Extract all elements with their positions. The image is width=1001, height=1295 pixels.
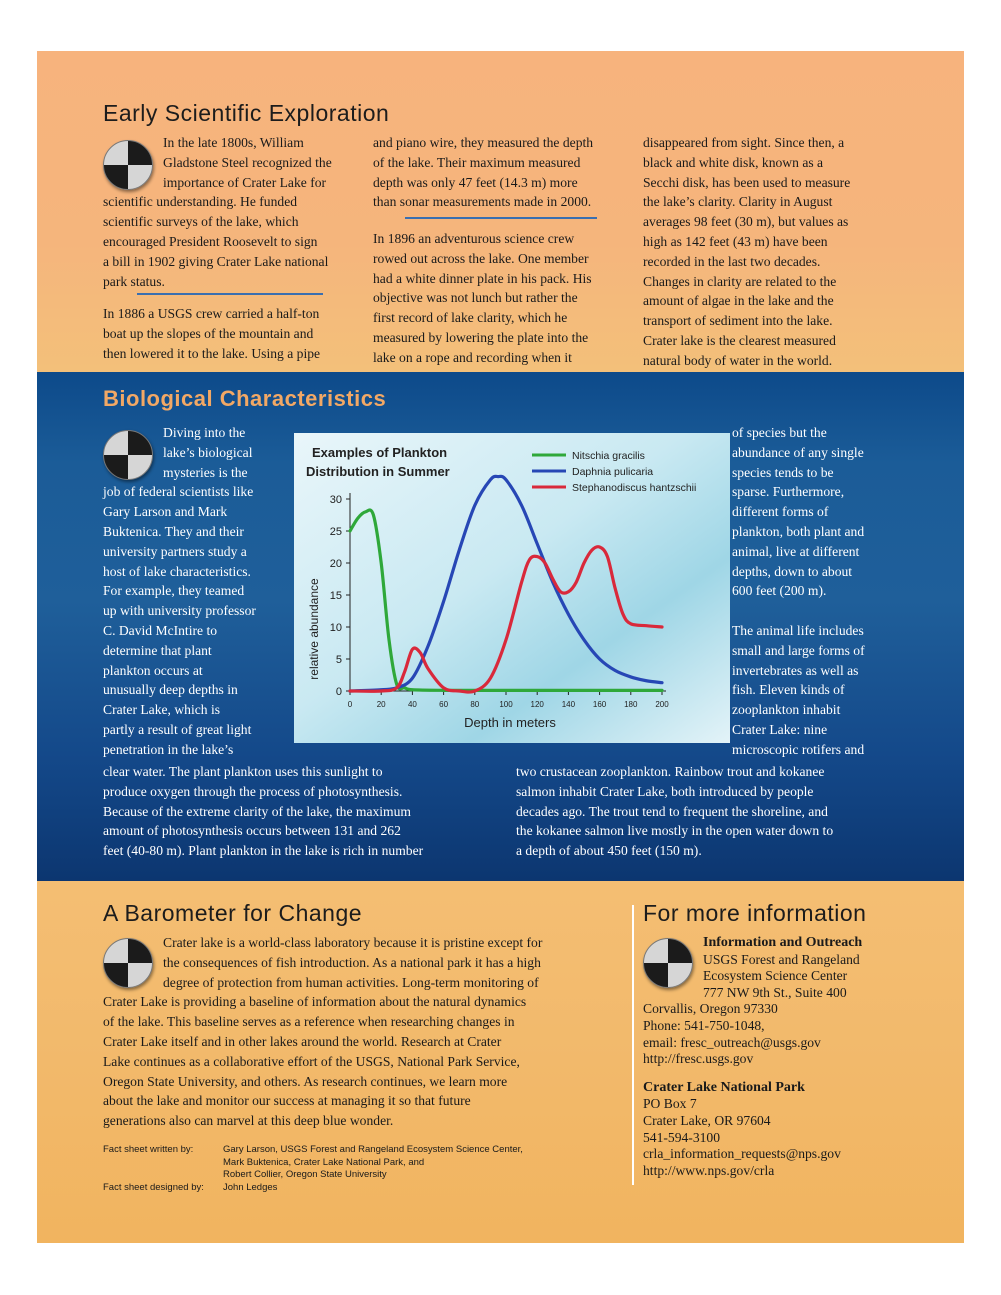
text-line: then lowered it to the lake. Using a pipe (103, 345, 321, 361)
more-info-heading: For more information (643, 900, 867, 926)
text-line: two crustacean zooplankton. Rainbow trout and kokanee (516, 764, 825, 779)
text-line: of species but the (732, 425, 827, 440)
text-line: up with university professor (103, 603, 256, 619)
credits-written-line: Robert Collier, Oregon State University (223, 1169, 387, 1180)
text-line: Gary Larson and Mark (103, 504, 228, 520)
text-line: first record of lake clarity, which he (373, 310, 568, 326)
spacer (643, 1068, 943, 1080)
text-line: natural body of water in the world. (643, 352, 833, 368)
chart-background (294, 433, 730, 743)
text-line: lake’s biological (163, 444, 253, 460)
credits-written-line: Mark Buktenica, Crater Lake National Park, and (223, 1156, 425, 1168)
text-line: Lake continues as a collaborative effort of the USGS, National Park Service, (103, 1053, 520, 1069)
chart-x-tick-label: 40 (407, 700, 417, 709)
org1-name: Information and Outreach (703, 935, 863, 950)
credits (103, 1144, 623, 1199)
barometer-text (103, 933, 623, 1131)
early-heading: Early Scientific Exploration (103, 100, 390, 126)
text-line: scientific surveys of the lake, which (103, 214, 299, 230)
text-line: university partners study a (103, 543, 247, 559)
text-line: C. David McIntire to (103, 622, 218, 638)
text-line: 600 feet (200 m). (732, 583, 827, 599)
early-col1b (103, 304, 363, 363)
text-line: salmon inhabit Crater Lake, both introduced by people (516, 783, 814, 799)
chart-title-line: Distribution in Summer (306, 464, 450, 479)
bio-right-text (732, 423, 912, 760)
org2-line: Crater Lake, OR 97604 (643, 1112, 771, 1128)
chart-legend-label: Stephanodiscus hantzschii (572, 482, 697, 494)
text-line: host of lake characteristics. (103, 563, 251, 579)
chart-x-tick-label: 100 (499, 700, 513, 709)
chart-x-tick-label: 200 (655, 700, 669, 709)
divider-rule (137, 293, 323, 295)
text-line: invertebrates as well as (732, 662, 859, 678)
text-line: determine that plant (103, 642, 212, 658)
chart-y-axis-label: relative abundance (307, 578, 321, 680)
text-line: unusually deep depths in (103, 682, 238, 698)
text-line: measured by lowering the plate into the (373, 329, 589, 345)
text-line: Crater lake is a world-class laboratory because it is pristine except for (163, 935, 543, 950)
chart-legend-label: Nitschia gracilis (572, 450, 645, 462)
text-line: Buktenica. They and their (103, 523, 244, 539)
text-line: park status. (103, 273, 165, 289)
org2-line: 541-594-3100 (643, 1129, 721, 1145)
text-line: Crater Lake itself and in other lakes around the world. Research at Crater (103, 1033, 502, 1049)
bio-bottom-right-text (516, 762, 916, 861)
text-line: boat up the slopes of the mountain and (103, 325, 314, 341)
text-line: Crater Lake: nine (732, 721, 828, 737)
text-line: averages 98 feet (30 m), but values as (643, 214, 849, 230)
chart-x-axis-label: Depth in meters (464, 715, 556, 730)
text-line: recorded in the last two decades. (643, 253, 821, 269)
text-line: Diving into the (163, 425, 246, 440)
org1-email-link[interactable]: email: fresc_outreach@usgs.gov (643, 1034, 821, 1050)
text-line: a bill in 1902 giving Crater Lake national (103, 253, 329, 269)
text-line: plankton occurs at (103, 662, 203, 678)
chart-title-line: Examples of Plankton (312, 445, 448, 460)
text-line: Crater lake is the clearest measured (643, 332, 836, 348)
text-line: encouraged President Roosevelt to sign (103, 233, 318, 249)
text-line: a depth of about 450 feet (150 m). (516, 843, 702, 859)
text-line: different forms of (732, 504, 829, 520)
text-line: Gladstone Steel recognized the (163, 154, 332, 170)
chart-y-tick-label: 30 (329, 494, 342, 506)
early-col1 (103, 133, 363, 291)
early-col2 (373, 133, 635, 212)
org1-line: Ecosystem Science Center (703, 968, 848, 984)
text-line: small and large forms of (732, 642, 865, 658)
credits-written-label: Fact sheet written by: (103, 1144, 194, 1155)
text-line: had a white dinner plate in his pack. His (373, 270, 592, 286)
barometer-heading: A Barometer for Change (103, 900, 363, 926)
plankton-chart-svg (294, 433, 730, 743)
text-line: amount of algae in the lake and the (643, 293, 834, 309)
biological-heading: Biological Characteristics (103, 386, 387, 411)
chart-x-tick-label: 0 (347, 700, 353, 709)
plankton-chart (294, 433, 730, 743)
chart-y-tick-label: 10 (329, 622, 342, 634)
text-line: species tends to be (732, 464, 834, 480)
chart-x-tick-label: 20 (376, 700, 386, 709)
org1-line: 777 NW 9th St., Suite 400 (703, 984, 847, 1000)
early-col2b (373, 229, 635, 368)
text-line: than sonar measurements made in 2000. (373, 194, 592, 210)
chart-x-tick-label: 140 (561, 700, 576, 709)
text-line: feet (40-80 m). Plant plankton in the lake is rich in number (103, 843, 424, 859)
chart-y-tick-label: 20 (329, 558, 342, 570)
org2-line: PO Box 7 (643, 1096, 697, 1112)
chart-x-tick-label: 60 (439, 700, 449, 709)
org1-website-link[interactable]: http://fresc.usgs.gov (643, 1051, 754, 1067)
text-line: fish. Eleven kinds of (732, 682, 845, 698)
column-divider (632, 905, 634, 1185)
text-line: The animal life includes (732, 622, 864, 638)
text-line: For example, they teamed (103, 583, 245, 599)
org2-email-link[interactable]: crla_information_requests@nps.gov (643, 1146, 841, 1162)
text-line: importance of Crater Lake for (163, 174, 327, 190)
credits-designed-label: Fact sheet designed by: (103, 1181, 204, 1193)
text-line: high as 142 feet (43 m) have been (643, 233, 828, 249)
text-line: animal, live at different (732, 543, 860, 559)
early-col3 (643, 133, 903, 371)
text-line: rowed out across the lake. One member (373, 250, 589, 266)
chart-x-tick-label: 160 (592, 700, 607, 709)
text-line: partly a result of great light (103, 721, 252, 737)
text-line: In the late 1800s, William (163, 135, 304, 150)
text-line: abundance of any single (732, 444, 864, 460)
divider-rule (405, 217, 597, 219)
text-line: In 1886 a USGS crew carried a half-ton (103, 306, 320, 321)
org2-name: Crater Lake National Park (643, 1079, 805, 1095)
text-line: zooplankton inhabit (732, 702, 841, 718)
chart-x-tick-label: 120 (530, 700, 544, 709)
text-line: plankton, both plant and (732, 523, 865, 539)
text-line: depths, down to about (732, 563, 853, 579)
text-line: Secchi disk, has been used to measure (643, 174, 851, 190)
text-line: Changes in clarity are related to the (643, 273, 837, 289)
text-line: decades ago. The trout tend to frequent the shoreline, and (516, 803, 828, 819)
text-line: amount of photosynthesis occurs between 131 and 262 (103, 823, 401, 839)
more-info-block (643, 935, 943, 1179)
text-line: Crater Lake is providing a baseline of information about the natural dynamics (103, 994, 527, 1010)
text-line: the lake’s clarity. Clarity in August (643, 194, 833, 210)
text-line: lake on a rope and recording when it (373, 349, 572, 365)
text-line: and piano wire, they measured the depth (373, 135, 594, 150)
text-line: Crater Lake, which is (103, 702, 221, 718)
text-line: scientific understanding. He funded (103, 194, 298, 210)
credits-designed-value: John Ledges (223, 1181, 278, 1193)
org2-website-link[interactable]: http://www.nps.gov/crla (643, 1162, 775, 1178)
text-line: clear water. The plant plankton uses this sunlight to (103, 764, 383, 779)
org1-line: Phone: 541-750-1048, (643, 1017, 765, 1033)
bio-bottom-left-text (103, 762, 503, 861)
text-line: mysteries is the (163, 464, 248, 480)
text-line: sparse. Furthermore, (732, 484, 845, 500)
text-line: In 1896 an adventurous science crew (373, 231, 575, 246)
chart-y-tick-label: 5 (335, 654, 342, 666)
text-line: of the lake. Their maximum measured (373, 154, 581, 170)
text-line: generations also can marvel at this deep blue wonder. (103, 1113, 394, 1129)
chart-x-tick-label: 180 (624, 700, 638, 709)
text-line: about the lake and monitor our success at managing it so that future (103, 1093, 471, 1109)
chart-y-tick-label: 0 (335, 686, 342, 698)
spacer (732, 601, 912, 621)
text-line: depth was only 47 feet (14.3 m) more (373, 174, 578, 190)
text-line: disappeared from sight. Since then, a (643, 135, 845, 150)
text-line: penetration in the lake’s (103, 741, 234, 757)
text-line: job of federal scientists like (103, 484, 254, 500)
text-line: the kokanee salmon live mostly in the open water down to (516, 823, 834, 839)
text-line: Because of the extreme clarity of the lake, the maximum (103, 803, 412, 819)
org1-line: Corvallis, Oregon 97330 (643, 1001, 778, 1017)
text-line: transport of sediment into the lake. (643, 313, 833, 329)
bio-left-text (103, 423, 293, 760)
text-line: produce oxygen through the process of photosynthesis. (103, 783, 403, 799)
chart-x-tick-label: 80 (470, 700, 480, 709)
chart-y-tick-label: 25 (329, 526, 342, 538)
text-line: degree of protection from human activities. Long-term monitoring of (163, 974, 539, 990)
text-line: Oregon State University, and others. As research continues, we learn more (103, 1073, 508, 1089)
credits-written-line: Gary Larson, USGS Forest and Rangeland Ecosystem Science Center, (223, 1144, 523, 1155)
text-line: of the lake. This baseline serves as a reference when researching changes in (103, 1014, 515, 1030)
org1-line: USGS Forest and Rangeland (703, 951, 860, 967)
text-line: black and white disk, known as a (643, 154, 824, 170)
text-line: the consequences of fish introduction. As a national park it has a high (163, 954, 541, 970)
text-line: microscopic rotifers and (732, 741, 865, 757)
text-line: objective was not lunch but rather the (373, 290, 578, 306)
chart-y-tick-label: 15 (329, 590, 342, 602)
chart-legend-label: Daphnia pulicaria (572, 466, 654, 478)
